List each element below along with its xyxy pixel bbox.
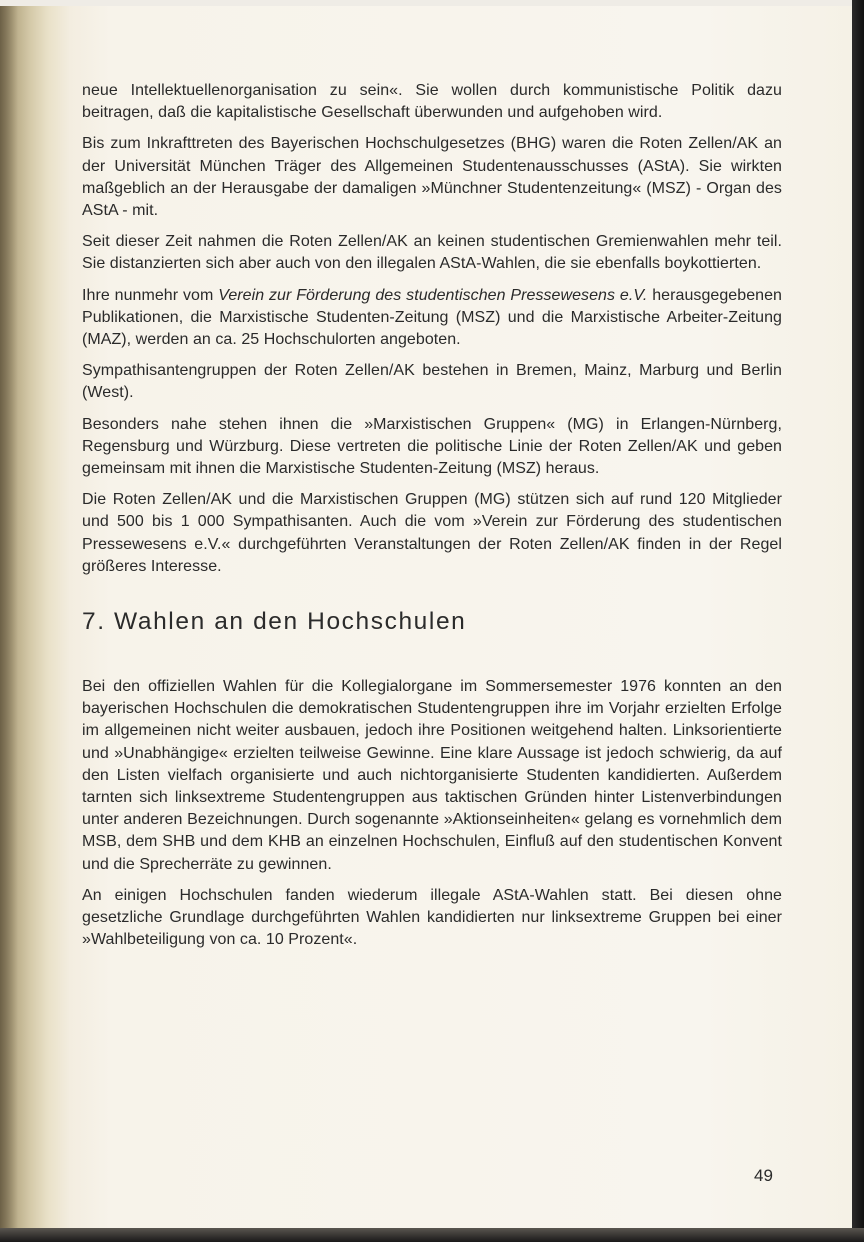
paragraph-marxistische-gruppen: Besonders nahe stehen ihnen die »Marxistischen Gruppen« (MG) in Erlangen-Nürnberg, Regensburg und Würzburg. Diese vertreten die politische Linie der Roten Zellen/AK und geben gemeinsam mit ihnen die Marxistische Studenten-Zeitung (MSZ) heraus. [82, 415, 782, 478]
publikationen-text-end: herausgegebenen Publikationen, die Marxistische Studenten-Zeitung (MSZ) und die Marxistische Arbeiter-Zeitung (MAZ), werden an ca. 25 Hochschulorten angeboten. [82, 286, 782, 349]
binding-shadow [0, 6, 18, 1228]
scan-bottom-edge [0, 1228, 864, 1242]
section-heading: 7. Wahlen an den Hochschulen [82, 608, 467, 636]
paragraph-mitglieder: Die Roten Zellen/AK und die Marxistischen Gruppen (MG) stützen sich auf rund 120 Mitglieder und 500 bis 1 000 Sympathisanten. Auch die vom »Verein zur Förderung des studentischen Pressewesens e.V.« durchgeführten Veranstaltungen der Roten Zellen/AK finden in der Regel größeres Interesse. [82, 491, 782, 575]
publikationen-text-start: Ihre nunmehr vom [82, 286, 219, 304]
paragraph-offizielle-wahlen: Bei den offiziellen Wahlen für die Kollegialorgane im Sommersemester 1976 konnten an den bayerischen Hochschulen die demokratischen Studentengruppen ihre im Vorjahr erzielten Erfolge im allgemeinen nicht weiter ausbauen, jedoch ihre Positionen weitgehend halten. Linksorientierte und »Unabhängige« erzielten teilweise Gewinne. Eine klare Aussage ist jedoch schwierig, da auf den Listen vielfach organisierte und auch nichtorganisierte Studenten kandidierten. Außerdem tarnten sich linksextreme Studentengruppen aus taktischen Gründen hinter Listenverbindungen unter anderen Bezeichnungen. Durch sogenannte »Aktionseinheiten« gelang es vornehmlich dem MSB, dem SHB und dem KHB an einzelnen Hochschulen, Einfluß auf den studentischen Konvent und die Sprecherräte zu gewinnen. [82, 678, 782, 873]
paragraph-gremienwahlen: Seit dieser Zeit nahmen die Roten Zellen/AK an keinen studentischen Gremienwahlen mehr teil. Sie distanzierten sich aber auch von den illegalen AStA-Wahlen, die sie ebenfalls boykottierten. [82, 233, 782, 273]
paragraph-publikationen [82, 285, 782, 352]
verein-name-italic: Verein zur Förderung des studentischen Pressewesens e.V. [218, 286, 648, 304]
paragraph-illegale-asta-wahlen: An einigen Hochschulen fanden wiederum illegale AStA-Wahlen statt. Bei diesen ohne gesetzliche Grundlage durchgeführten Wahlen kandidierten nur linksextreme Gruppen bei einer »Wahlbeteiligung von ca. 10 Prozent«. [82, 886, 782, 949]
page-body [82, 80, 782, 961]
page-number: 49 [754, 1166, 773, 1185]
scan-right-edge [852, 0, 864, 1242]
paragraph-intellektuellenorganisation: neue Intellektuellenorganisation zu sein«. Sie wollen durch kommunistische Politik dazu beitragen, daß die kapitalistische Gesellschaft überwunden und aufgehoben wird. [82, 82, 782, 122]
paragraph-sympathisantengruppen: Sympathisantengruppen der Roten Zellen/AK bestehen in Bremen, Mainz, Marburg und Berlin (West). [82, 362, 782, 402]
paragraph-bhg-asta: Bis zum Inkrafttreten des Bayerischen Hochschulgesetzes (BHG) waren die Roten Zellen/AK an der Universität München Träger des Allgemeinen Studentenausschusses (AStA). Sie wirkten maßgeblich an der Herausgabe der damaligen »Münchner Studentenzeitung« (MSZ) - Organ des AStA - mit. [82, 135, 782, 220]
